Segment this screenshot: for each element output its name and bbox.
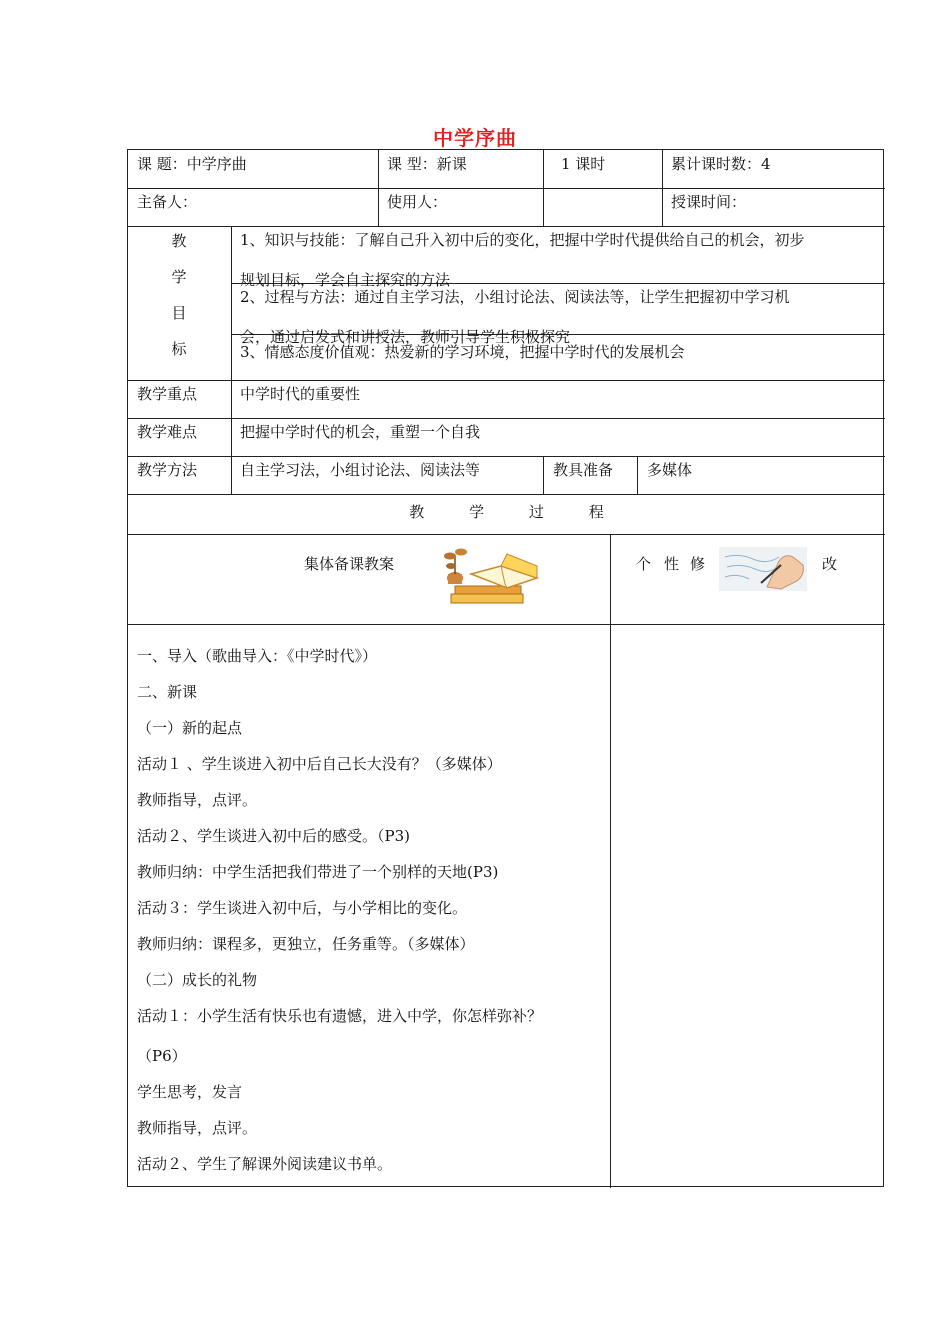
goal-2: 2、过程与方法：通过自主学习法，小组讨论法、阅读法等，让学生把握初中学习机 会，通过启发式和讲授法，教师引导学生积极探究	[240, 288, 790, 346]
process-header	[128, 501, 885, 522]
cumulative-cell: 累计课时数：4	[671, 155, 771, 173]
method-value: 自主学习法，小组讨论法、阅读法等	[240, 461, 481, 479]
preparer-cell: 主备人：	[137, 193, 198, 211]
lesson-plan-table	[127, 149, 884, 1187]
row-divider	[128, 188, 885, 189]
body-line: 教师归纳：中学生活把我们带进了一个别样的天地(P3)	[137, 863, 499, 881]
goals-label-char: 目	[171, 304, 187, 322]
body-line: 活动２、学生谈进入初中后的感受。（P3)	[137, 827, 410, 845]
row-divider	[128, 380, 885, 381]
col-divider	[543, 150, 544, 226]
goal-3: 3、情感态度价值观：热爱新的学习环境，把握中学时代的发展机会	[240, 343, 685, 361]
body-line: （一）新的起点	[137, 719, 243, 737]
row-divider	[128, 418, 885, 419]
difficulty-label: 教学难点	[137, 423, 198, 441]
col-divider	[637, 456, 638, 494]
row-divider	[128, 494, 885, 495]
document-title: 中学序曲	[433, 126, 517, 150]
tools-label: 教具准备	[553, 461, 614, 479]
body-line: 活动３：学生谈进入初中后，与小学相比的变化。	[137, 899, 468, 917]
row-divider	[128, 624, 885, 625]
col-divider	[543, 456, 544, 494]
body-line: 教师归纳：课程多，更独立，任务重等。（多媒体）	[137, 935, 475, 953]
col-divider	[231, 226, 232, 494]
body-line: 活动１ 、学生谈进入初中后自己长大没有？（多媒体）	[137, 755, 502, 773]
body-line: 活动１：小学生活有快乐也有遗憾，进入中学，你怎样弥补？	[137, 1007, 543, 1025]
body-line: （P6）	[137, 1047, 187, 1065]
goals-label-char: 教	[171, 232, 187, 250]
hours-cell: 1 课时	[561, 155, 606, 173]
goals-label-char: 学	[171, 268, 187, 286]
collective-label: 集体备课教案	[304, 555, 395, 573]
teach-time-cell: 授课时间：	[671, 193, 747, 211]
goal-1: 1、知识与技能：了解自己升入初中后的变化，把握中学时代提供给自己的机会，初步 规划目标，学会自主探究的方法	[240, 231, 805, 289]
body-line: 活动２、学生了解课外阅读建议书单。	[137, 1155, 393, 1173]
goals-label-char: 标	[171, 340, 187, 358]
row-divider	[128, 534, 885, 535]
body-line: （二）成长的礼物	[137, 971, 258, 989]
process-char: 程	[588, 503, 604, 521]
writing-hand-icon	[719, 547, 807, 591]
body-line: 二、新课	[137, 683, 198, 701]
row-divider	[128, 456, 885, 457]
body-line: 教师指导，点评。	[137, 1119, 258, 1137]
body-line: 学生思考，发言	[137, 1083, 243, 1101]
process-char: 学	[469, 503, 485, 521]
col-divider	[662, 150, 663, 226]
key-point-value: 中学时代的重要性	[240, 385, 361, 403]
personal-char: 个	[636, 555, 652, 573]
book-plant-icon	[441, 544, 547, 606]
personal-char: 改	[822, 555, 838, 573]
process-char: 过	[528, 503, 544, 521]
personal-char: 性	[664, 555, 680, 573]
difficulty-value: 把握中学时代的机会，重塑一个自我	[240, 423, 481, 441]
row-divider	[128, 226, 885, 227]
user-cell: 使用人：	[387, 193, 448, 211]
method-label: 教学方法	[137, 461, 198, 479]
tools-value: 多媒体	[647, 461, 693, 479]
key-point-label: 教学重点	[137, 385, 198, 403]
body-line: 教师指导，点评。	[137, 791, 258, 809]
topic-cell: 课 题：中学序曲	[137, 155, 247, 173]
col-divider	[378, 150, 379, 226]
process-char: 教	[409, 503, 425, 521]
body-line: 一、导入（歌曲导入：《中学时代》）	[137, 647, 378, 665]
col-divider	[610, 534, 611, 1188]
type-cell: 课 型：新课	[387, 155, 467, 173]
personal-char: 修	[690, 555, 706, 573]
